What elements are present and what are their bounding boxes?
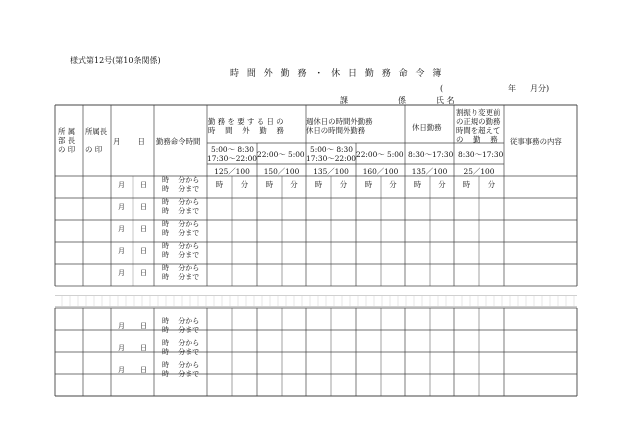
- row-day-label: 日: [140, 203, 147, 211]
- row-month-label: 月: [118, 344, 125, 352]
- row-time-range: 時 分から 時 分まで: [162, 317, 200, 334]
- row-month-label: 月: [118, 269, 125, 277]
- col-minute-label: 分: [240, 180, 249, 189]
- row-time-range: 時 分から 時 分まで: [162, 361, 200, 378]
- period-open: (: [440, 84, 444, 93]
- header-order-time: 勤務命令時間: [156, 137, 201, 146]
- row-day-label: 日: [140, 181, 147, 189]
- row-day-label: 日: [140, 322, 147, 330]
- time-range-b: 22:00〜 5:00: [257, 150, 305, 159]
- rate-125: 125／100: [214, 167, 250, 176]
- header-weekday-overtime: 勤 務 を 要 す る 日 の 時 間 外 勤 務: [208, 117, 284, 135]
- row-day-label: 日: [140, 225, 147, 233]
- row-month-label: 月: [118, 203, 125, 211]
- col-minute-label: 分: [290, 180, 298, 189]
- row-time-range: 時 分から 時 分まで: [162, 220, 200, 237]
- time-range-c: 5:00〜 8:30 17:30〜22:00: [306, 145, 356, 163]
- rate-25: 25／100: [463, 167, 495, 176]
- header-holiday-work: 休日勤務: [412, 123, 442, 132]
- col-minute-label: 分: [339, 180, 348, 189]
- row-month-label: 月: [118, 322, 125, 330]
- dept-unit-label: 係: [398, 96, 406, 105]
- header-substitute-work: 割振り変更前 の正規の勤務 時間を超えて の 勤 務: [456, 108, 501, 144]
- row-day-label: 日: [140, 247, 147, 255]
- header-month-day: 月 日: [113, 137, 145, 146]
- col-minute-label: 分: [438, 180, 446, 189]
- header-holiday-overtime: 週休日の時間外勤務 休日の時間外勤務: [306, 117, 373, 135]
- page-title: 時 間 外 勤 務 ・ 休 日 勤 務 命 令 簿: [230, 69, 444, 79]
- row-time-range: 時 分から 時 分まで: [162, 242, 200, 259]
- col-minute-label: 分: [389, 180, 397, 189]
- col-hour-label: 時: [314, 180, 323, 189]
- time-range-e: 8:30〜17:30: [408, 150, 454, 159]
- omitted-rows-band: [55, 296, 577, 306]
- col-hour-label: 時: [215, 180, 224, 189]
- time-range-a: 5:00〜 8:30 17:30〜22:00: [207, 145, 257, 163]
- rate-160: 160／100: [362, 167, 399, 176]
- time-range-d: 22:00〜 5:00: [356, 150, 404, 159]
- rate-135-b: 135／100: [411, 167, 448, 176]
- row-month-label: 月: [118, 225, 125, 233]
- dept-section-label: 課: [340, 96, 348, 105]
- col-minute-label: 分: [487, 180, 496, 189]
- row-day-label: 日: [140, 269, 147, 277]
- header-head-seal: 所属長 の 印: [85, 127, 108, 154]
- row-time-range: 時 分から 時 分まで: [162, 339, 200, 356]
- row-day-label: 日: [140, 344, 147, 352]
- row-time-range: 時 分から 時 分まで: [162, 176, 200, 193]
- col-hour-label: 時: [364, 180, 373, 189]
- period-month: 月分): [530, 84, 550, 93]
- row-month-label: 月: [118, 181, 125, 189]
- row-month-label: 月: [118, 366, 125, 374]
- form-number: 様式第12号(第10条関係): [70, 56, 161, 65]
- period-year: 年: [508, 84, 516, 93]
- row-month-label: 月: [118, 247, 125, 255]
- row-time-range: 時 分から 時 分まで: [162, 198, 200, 215]
- col-hour-label: 時: [462, 180, 471, 189]
- row-day-label: 日: [140, 366, 147, 374]
- col-hour-label: 時: [265, 180, 274, 189]
- rate-135-a: 135／100: [313, 167, 349, 176]
- time-range-f: 8:30〜17:30: [458, 150, 504, 159]
- dept-name-label: 氏 名: [436, 96, 455, 105]
- col-hour-label: 時: [413, 180, 422, 189]
- header-dept-head-seal: 所 属 部 長 の 印: [58, 127, 76, 154]
- row-time-range: 時 分から 時 分まで: [162, 264, 200, 281]
- header-duty-content: 従事事務の内容: [510, 137, 562, 146]
- rate-150: 150／100: [263, 167, 300, 176]
